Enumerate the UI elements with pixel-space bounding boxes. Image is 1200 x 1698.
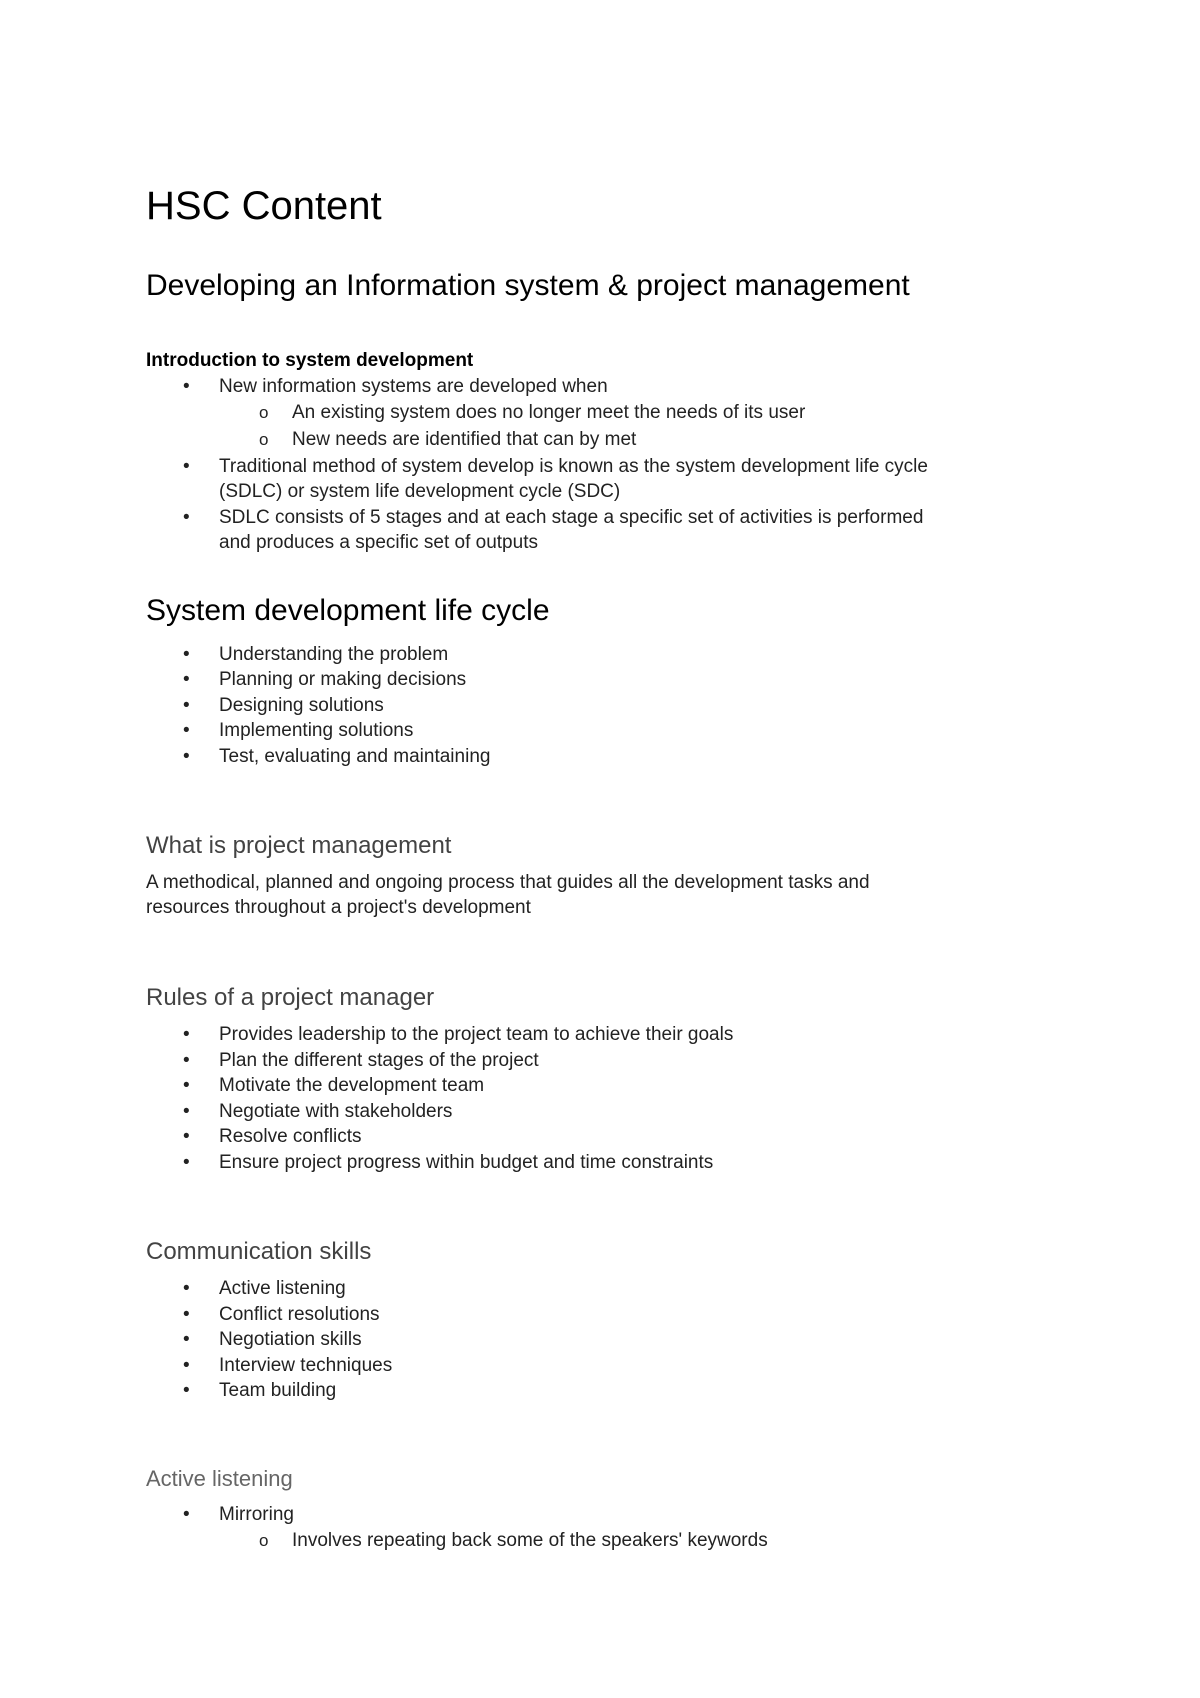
bullet-icon: • (183, 1050, 190, 1071)
list-item-text: and produces a specific set of outputs (219, 532, 538, 553)
bullet-icon: • (183, 695, 190, 716)
bullet-icon: • (183, 644, 190, 665)
list-item-text: Conflict resolutions (219, 1304, 380, 1325)
list-item-text: Planning or making decisions (219, 669, 467, 690)
bullet-icon: • (183, 1101, 190, 1122)
list-item-text: Resolve conflicts (219, 1126, 362, 1147)
list-item-text: Negotiation skills (219, 1329, 362, 1350)
list-item (0, 1502, 1200, 1527)
bullet-icon: • (183, 1024, 190, 1045)
bullet-icon: • (183, 746, 190, 767)
list-item (0, 1353, 1200, 1378)
sub-bullet-icon: o (259, 430, 269, 449)
bullet-icon: • (183, 1329, 190, 1350)
section-heading-active-listening: Active listening (146, 1466, 293, 1491)
list-item (0, 1378, 1200, 1403)
list-item-text: Implementing solutions (219, 720, 414, 741)
list-item (0, 1022, 1200, 1047)
list-item (0, 693, 1200, 718)
list-item (0, 1528, 1200, 1553)
list-item-text: An existing system does no longer meet the needs of its user (292, 402, 806, 423)
list-item-text: Traditional method of system develop is known as the system development life cycle (219, 456, 928, 477)
list-item-text: Motivate the development team (219, 1075, 485, 1096)
list-item (0, 1327, 1200, 1352)
list-item (0, 1099, 1200, 1124)
list-item (0, 505, 1200, 530)
bullet-icon: • (183, 1504, 190, 1525)
bullet-icon: • (183, 1304, 190, 1325)
paragraph-line: A methodical, planned and ongoing process that guides all the development tasks and (146, 872, 870, 893)
list-item (0, 454, 1200, 479)
list-item-continuation (0, 530, 1200, 555)
list-item-text: Ensure project progress within budget and time constraints (219, 1152, 714, 1173)
section-heading-developing-info-system: Developing an Information system & project management (146, 269, 910, 302)
list-item-text: Understanding the problem (219, 644, 449, 665)
bullet-icon: • (183, 1075, 190, 1096)
list-item-text: Negotiate with stakeholders (219, 1101, 453, 1122)
list-item (0, 667, 1200, 692)
sub-bullet-icon: o (259, 1531, 269, 1550)
list-item-text: (SDLC) or system life development cycle (SDC) (219, 481, 621, 502)
section-heading-project-management: What is project management (146, 832, 452, 859)
bullet-icon: • (183, 1355, 190, 1376)
bullet-icon: • (183, 1380, 190, 1401)
list-item-continuation (0, 479, 1200, 504)
bullet-icon: • (183, 1278, 190, 1299)
list-item-text: Plan the different stages of the project (219, 1050, 539, 1071)
list-item (0, 1073, 1200, 1098)
bullet-icon: • (183, 507, 190, 528)
bullet-icon: • (183, 376, 190, 397)
intro-subheading: Introduction to system development (146, 350, 474, 371)
list-item-text: Team building (219, 1380, 337, 1401)
list-item (0, 1150, 1200, 1175)
bullet-icon: • (183, 1152, 190, 1173)
sub-bullet-icon: o (259, 403, 269, 422)
section-heading-rules-project-manager: Rules of a project manager (146, 984, 435, 1011)
list-item-text: SDLC consists of 5 stages and at each stage a specific set of activities is performed (219, 507, 924, 528)
bullet-icon: • (183, 720, 190, 741)
list-item-text: New information systems are developed when (219, 376, 608, 397)
page-title: HSC Content (146, 184, 382, 228)
list-item-text: Designing solutions (219, 695, 384, 716)
list-item (0, 374, 1200, 399)
list-item-text: Mirroring (219, 1504, 294, 1525)
list-item (0, 1302, 1200, 1327)
list-item (0, 1276, 1200, 1301)
list-item (0, 400, 1200, 425)
section-heading-communication-skills: Communication skills (146, 1238, 372, 1265)
list-item (0, 1048, 1200, 1073)
list-item-text: Interview techniques (219, 1355, 393, 1376)
list-item (0, 1124, 1200, 1149)
list-item-text: Active listening (219, 1278, 346, 1299)
list-item (0, 718, 1200, 743)
bullet-icon: • (183, 1126, 190, 1147)
list-item (0, 744, 1200, 769)
list-item-text: Involves repeating back some of the speakers' keywords (292, 1530, 768, 1551)
section-heading-sdlc: System development life cycle (146, 594, 550, 627)
bullet-icon: • (183, 669, 190, 690)
paragraph-line: resources throughout a project's development (146, 897, 531, 918)
list-item (0, 427, 1200, 452)
bullet-icon: • (183, 456, 190, 477)
list-item-text: New needs are identified that can by met (292, 429, 637, 450)
list-item-text: Provides leadership to the project team to achieve their goals (219, 1024, 734, 1045)
list-item-text: Test, evaluating and maintaining (219, 746, 491, 767)
list-item (0, 642, 1200, 667)
